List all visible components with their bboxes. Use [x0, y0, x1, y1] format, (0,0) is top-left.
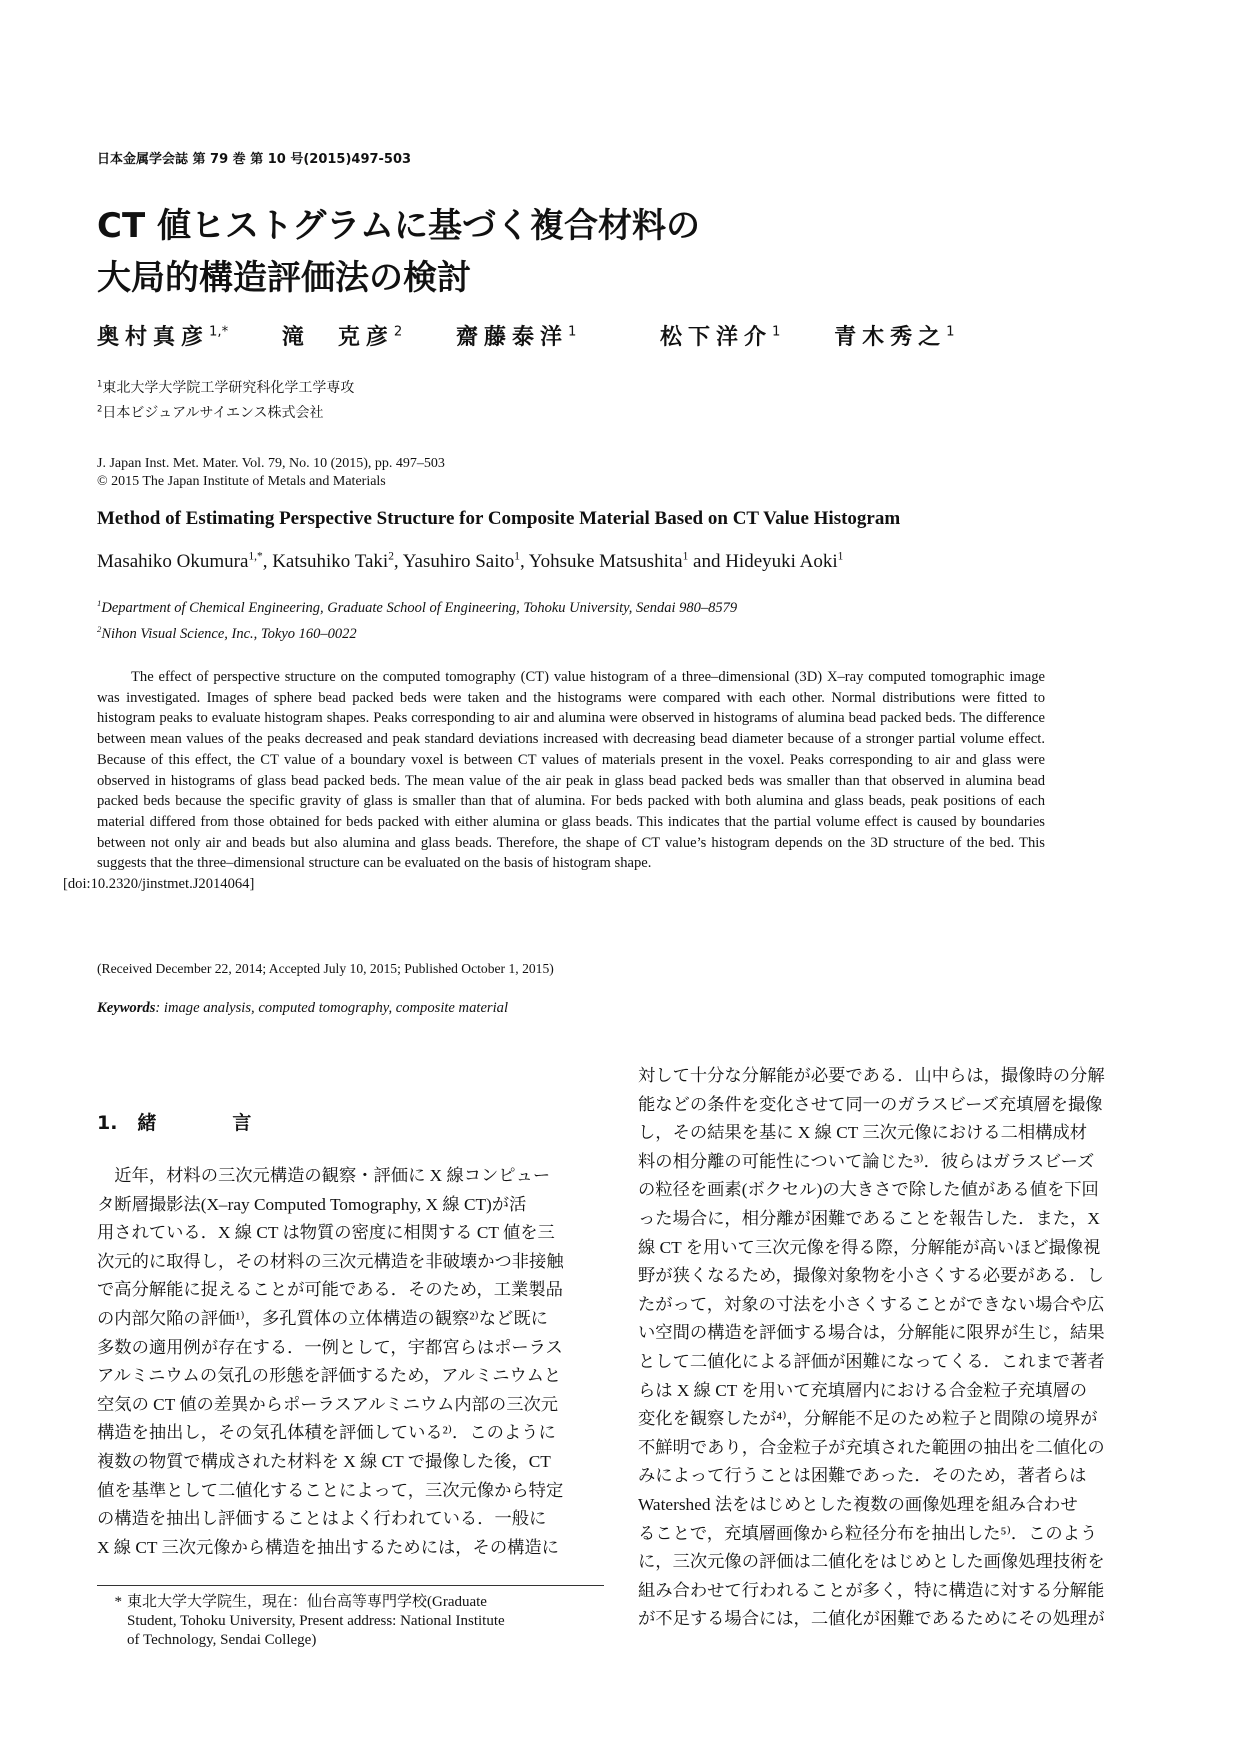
left-column-line: で高分解能に捉えることが可能である．そのため，工業製品	[97, 1280, 563, 1300]
author-name: Katsuhiko Taki	[272, 551, 389, 573]
author-name: 滝 克彦	[281, 325, 394, 350]
footnote	[97, 1593, 607, 1650]
english-affiliation	[97, 624, 357, 643]
affiliation-mark: 1	[97, 598, 102, 608]
keywords	[97, 1000, 508, 1017]
right-column-line: ることで，充填層画像から粒径分布を抽出した⁵⁾．このよう	[638, 1523, 1098, 1543]
left-column-line: 値を基準として二値化することによって，三次元像から特定	[97, 1480, 564, 1500]
left-column-line: 次元的に取得し，その材料の三次元構造を非破壊かつ非接触	[97, 1251, 564, 1271]
author-name: 奥村真彦	[97, 325, 210, 350]
right-column-line: し，その結果を基に X 線 CT 三次元像における二相構成材	[638, 1123, 1088, 1143]
author-affiliation-mark: 1	[682, 551, 689, 563]
author-affiliation-mark: 1	[837, 551, 844, 563]
english-citation: J. Japan Inst. Met. Mater. Vol. 79, No. 10 (2015), pp. 497–503	[97, 456, 445, 471]
right-column-line: 料の相分離の可能性について論じた³⁾．彼らはガラスビーズ	[638, 1151, 1095, 1171]
right-column-line: たがって，対象の寸法を小さくすることができない場合や広	[638, 1294, 1105, 1314]
left-column-line: タ断層撮影法(X–ray Computed Tomography, X 線 CT)が活	[97, 1194, 527, 1214]
publication-dates: (Received December 22, 2014; Accepted July 10, 2015; Published October 1, 2015)	[97, 961, 554, 976]
right-column-line: が不足する場合には，二値化が困難であるためにその処理が	[638, 1609, 1105, 1629]
japanese-affiliation	[97, 402, 324, 422]
author-name: Yohsuke Matsushita	[528, 551, 683, 573]
left-column-line: 近年，材料の三次元構造の観察・評価に X 線コンピュー	[97, 1166, 551, 1185]
affiliation-mark: 1	[97, 378, 103, 389]
japanese-author	[97, 325, 228, 350]
author-affiliation-mark: 1,*	[248, 551, 263, 563]
journal-reference: 日本金属学会誌 第 79 巻 第 10 号(2015)497-503	[97, 152, 412, 167]
section-title-part: 言	[232, 1112, 252, 1134]
right-column-line: 不鮮明であり，合金粒子が充填された範囲の抽出を二値化の	[638, 1437, 1105, 1457]
japanese-author	[282, 325, 402, 350]
doi-link[interactable]: [doi:10.2320/jinstmet.J2014064]	[63, 876, 255, 893]
english-affiliation	[97, 598, 737, 617]
right-column-line: 能などの条件を変化させて同一のガラスビーズ充填層を撮像	[638, 1094, 1103, 1114]
affiliation-text: 日本ビジュアルサイエンス株式会社	[102, 405, 324, 421]
japanese-author	[660, 325, 780, 350]
author-name: 青木秀之	[834, 325, 947, 350]
section-heading	[97, 1108, 251, 1135]
right-column-line: として二値化による評価が困難になってくる．これまで著者	[638, 1352, 1105, 1371]
english-author	[97, 551, 272, 572]
author-affiliation-mark: 1	[772, 324, 781, 340]
keywords-list: : image analysis, computed tomography, composite material	[155, 1000, 509, 1016]
affiliation-text: Department of Chemical Engineering, Graduate School of Engineering, Tohoku University, Sendai 980–8579	[101, 599, 738, 616]
left-column-line: の内部欠陥の評価¹⁾，多孔質体の立体構造の観察²⁾など既に	[97, 1309, 548, 1328]
copyright-notice: © 2015 The Japan Institute of Metals and Materials	[97, 474, 386, 489]
author-affiliation-mark: 1	[514, 551, 520, 563]
footnote-line: of Technology, Sendai College)	[127, 1632, 317, 1648]
author-name: Masahiko Okumura	[97, 551, 249, 573]
left-column-line: X 線 CT 三次元像から構造を抽出するためには，その構造に	[97, 1537, 559, 1557]
left-column-line: 多数の適用例が存在する．一例として，宇都宮らはポーラス	[97, 1337, 563, 1357]
author-affiliation-mark: 2	[393, 324, 403, 340]
japanese-authors	[97, 320, 995, 351]
right-column-line: った場合に，相分離が困難であることを報告した．また，X	[638, 1209, 1100, 1228]
author-separator: ,	[262, 551, 273, 573]
japanese-title-line-1: CT 値ヒストグラムに基づく複合材料の	[97, 206, 700, 246]
english-author	[725, 551, 843, 572]
section-title-part: 緒	[137, 1112, 157, 1134]
japanese-author	[834, 325, 954, 350]
footnote-divider	[97, 1585, 604, 1586]
right-column-line: 組み合わせて行われることが多く，特に構造に対する分解能	[638, 1580, 1105, 1600]
right-column-line: みによって行うことは困難であった．そのため，著者らは	[638, 1466, 1087, 1486]
author-separator: and	[688, 551, 726, 573]
left-column-line: の構造を抽出し評価することはよく行われている．一般に	[97, 1509, 547, 1529]
right-column-line: に，三次元像の評価は二値化をはじめとした画像処理技術を	[638, 1552, 1105, 1572]
author-name: Hideyuki Aoki	[725, 551, 838, 573]
section-number: 1.	[97, 1112, 118, 1134]
keywords-label: Keywords	[97, 1000, 156, 1016]
japanese-author	[456, 325, 576, 350]
citation-block	[97, 455, 445, 491]
author-separator: ,	[519, 551, 529, 573]
author-affiliation-mark: 1	[567, 324, 577, 340]
affiliation-text: Nihon Visual Science, Inc., Tokyo 160–0022	[101, 625, 357, 642]
author-name: 齋藤泰洋	[455, 325, 568, 350]
japanese-title	[97, 200, 997, 304]
author-affiliation-mark: 1,*	[209, 324, 229, 340]
english-author	[529, 551, 725, 572]
author-name: Yasuhiro Saito	[402, 551, 515, 573]
japanese-affiliation	[97, 377, 354, 397]
english-author	[403, 551, 529, 572]
author-name: 松下洋介	[660, 325, 773, 350]
right-column-line: 対して十分な分解能が必要である．山中らは，撮像時の分解	[638, 1066, 1105, 1085]
right-column-line: らは X 線 CT を用いて充填層内における合金粒子充填層の	[638, 1380, 1088, 1400]
footnote-marker: *	[114, 1594, 122, 1610]
left-column-line: 複数の物質で構成された材料を X 線 CT で撮像した後，CT	[97, 1452, 551, 1471]
right-column-line: 野が狭くなるため，撮像対象物を小さくする必要がある．し	[638, 1266, 1104, 1286]
affiliation-mark: 2	[97, 624, 102, 634]
abstract-text: The effect of perspective structure on the computed tomography (CT) value histogram of a three–dimensional (3D) X–ray computed tomographic image was investigated. Images of sphere bead packed beds were taken and the histograms were compared with each other. Normal distributions were fitted to histogram peaks to evaluate histogram shapes. Peaks corresponding to air and alumina were observed in histograms of alumina bead packed beds. The difference between mean values of the peaks decreased and peak standard deviations increased with decreasing bead diameter because of a stronger partial volume effect. Because of this effect, the CT value of a boundary voxel is between CT values of materials present in the voxel. Peaks corresponding to air and glass were observed in histograms of glass bead packed beds. The mean value of the air peak in glass bead packed beds was smaller than that observed in alumina bead packed beds because the specific gravity of glass is smaller than that of alumina. For beds packed with both alumina and glass beads, peak positions of each material differed from those obtained for beds packed with either alumina or glass beads. This indicates that the partial volume effect is caused by boundaries between not only air and beads but also alumina and glass beads. Therefore, the shape of CT value’s histogram depends on the 3D structure of the bed. This suggests that the three–dimensional structure can be evaluated on the basis of histogram shape.	[97, 669, 1045, 872]
english-author	[272, 551, 403, 572]
footnote-line: Student, Tohoku University, Present address: National Institute	[127, 1613, 505, 1629]
affiliation-text: 東北大学大学院工学研究科化学工学専攻	[102, 380, 355, 396]
footnote-line: 東北大学大学院生，現在：仙台高等専門学校(Graduate	[127, 1594, 487, 1610]
author-affiliation-mark: 1	[946, 324, 955, 340]
abstract	[63, 667, 1045, 895]
author-separator: ,	[393, 551, 403, 573]
left-column-line: 用されている．X 線 CT は物質の密度に相関する CT 値を三	[97, 1223, 555, 1243]
right-column-line: 線 CT を用いて三次元像を得る際，分解能が高いほど撮像視	[638, 1237, 1101, 1257]
affiliation-mark: 2	[97, 403, 103, 414]
right-column-line: 変化を観察したが⁴⁾，分解能不足のため粒子と間隙の境界が	[638, 1409, 1098, 1429]
author-affiliation-mark: 2	[388, 551, 394, 563]
right-column-line: Watershed 法をはじめとした複数の画像処理を組み合わせ	[638, 1495, 1078, 1514]
left-column-line: アルミニウムの気孔の形態を評価するため，アルミニウムと	[97, 1366, 562, 1386]
right-column-line: の粒径を画素(ボクセル)の大きさで除した値がある値を下回	[638, 1180, 1099, 1200]
english-title: Method of Estimating Perspective Structure for Composite Material Based on CT Value Histogram	[97, 508, 901, 529]
right-column-line: い空間の構造を評価する場合は，分解能に限界が生じ，結果	[638, 1323, 1105, 1343]
japanese-title-line-2: 大局的構造評価法の検討	[97, 258, 471, 298]
left-column-line: 構造を抽出し，その気孔体積を評価している²⁾．このように	[97, 1423, 556, 1443]
english-authors	[97, 551, 843, 573]
left-column-line: 空気の CT 値の差異からポーラスアルミニウム内部の三次元	[97, 1394, 559, 1414]
